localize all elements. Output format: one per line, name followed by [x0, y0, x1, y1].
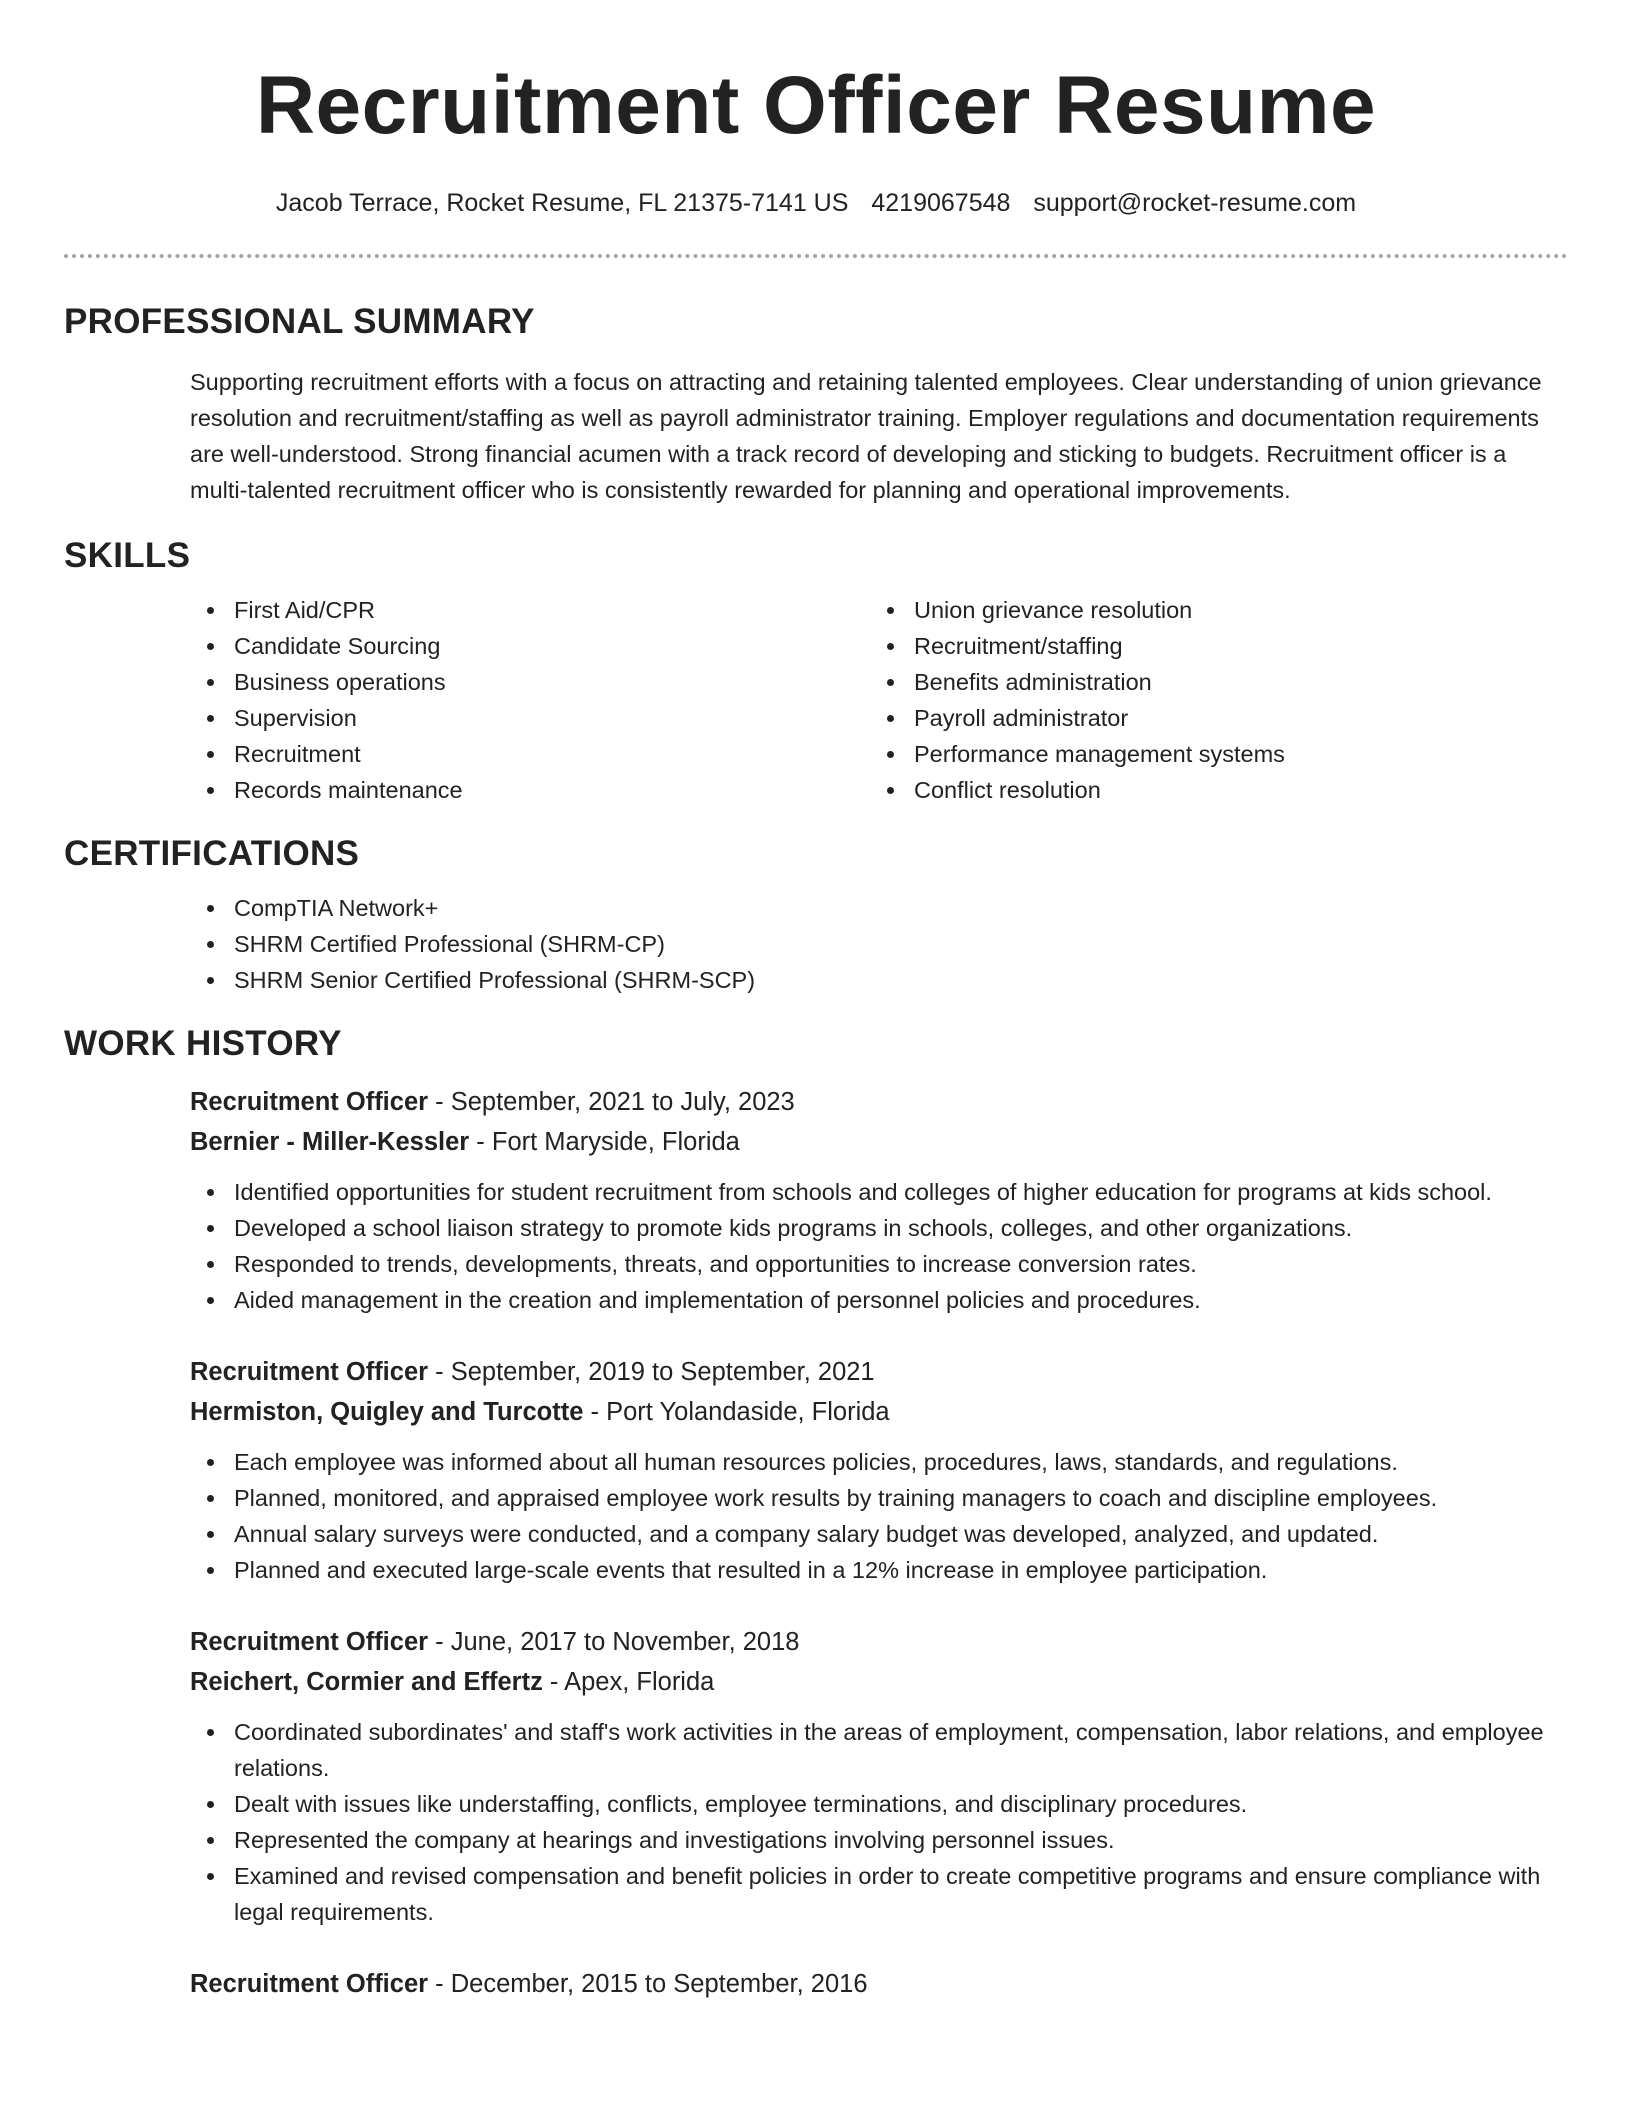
job-entry	[190, 1352, 1568, 1588]
certification-item: CompTIA Network+	[190, 890, 1568, 926]
skill-item: Union grievance resolution	[870, 592, 1550, 628]
skill-item: Business operations	[190, 664, 870, 700]
skills-list-right	[870, 592, 1550, 808]
contact-email: support@rocket-resume.com	[1033, 189, 1357, 217]
skill-item: Supervision	[190, 700, 870, 736]
job-duties	[190, 1714, 1568, 1930]
skill-item: Records maintenance	[190, 772, 870, 808]
work-history-section	[64, 1022, 1568, 2004]
skill-item: Conflict resolution	[870, 772, 1550, 808]
job-duty: Identified opportunities for student recruitment from schools and colleges of higher education for programs at kids school.	[190, 1174, 1568, 1210]
skills-list-left	[190, 592, 870, 808]
job-duty: Each employee was informed about all human resources policies, procedures, laws, standards, and regulations.	[190, 1444, 1568, 1480]
skill-item: Benefits administration	[870, 664, 1550, 700]
job-duty: Planned, monitored, and appraised employee work results by training managers to coach and discipline employees.	[190, 1480, 1568, 1516]
job-dates: - September, 2021 to July, 2023	[428, 1088, 795, 1116]
header-divider	[64, 254, 1568, 258]
job-company-line	[190, 1662, 1568, 1702]
certification-item: SHRM Certified Professional (SHRM-CP)	[190, 926, 1568, 962]
summary-section	[64, 300, 1568, 508]
job-duty: Responded to trends, developments, threats, and opportunities to increase conversion rates.	[190, 1246, 1568, 1282]
certifications-section	[64, 832, 1568, 998]
contact-phone: 4219067548	[871, 189, 1011, 217]
skill-item: Performance management systems	[870, 736, 1550, 772]
contact-line	[64, 186, 1568, 220]
job-duty: Dealt with issues like understaffing, conflicts, employee terminations, and disciplinary procedures.	[190, 1786, 1568, 1822]
certification-item: SHRM Senior Certified Professional (SHRM-SCP)	[190, 962, 1568, 998]
skill-item: First Aid/CPR	[190, 592, 870, 628]
skills-section	[64, 534, 1568, 808]
job-company-line	[190, 1122, 1568, 1162]
job-title: Recruitment Officer	[190, 1628, 429, 1656]
summary-heading: PROFESSIONAL SUMMARY	[64, 302, 535, 341]
job-duty: Developed a school liaison strategy to promote kids programs in schools, colleges, and other organizations.	[190, 1210, 1568, 1246]
job-title: Recruitment Officer	[190, 1358, 429, 1386]
skill-item: Payroll administrator	[870, 700, 1550, 736]
job-title-line	[190, 1964, 1568, 2004]
skills-heading: SKILLS	[64, 536, 191, 575]
certifications-heading: CERTIFICATIONS	[64, 834, 360, 873]
job-entry	[190, 1964, 1568, 2004]
job-company: Bernier - Miller-Kessler	[190, 1128, 470, 1156]
job-location: - Apex, Florida	[542, 1668, 715, 1696]
job-entry	[190, 1082, 1568, 1318]
skill-item: Recruitment/staffing	[870, 628, 1550, 664]
job-dates: - September, 2019 to September, 2021	[428, 1358, 875, 1386]
summary-text: Supporting recruitment efforts with a focus on attracting and retaining talented employees. Clear understanding of union grievance resolution and recruitment/staffing as well as payroll administrator training. Employer regulations and documentation requirements are well-understood. Strong financial acumen with a track record of developing and sticking to budgets. Recruitment officer is a multi-talented recruitment officer who is consistently rewarded for planning and operational improvements.	[190, 369, 1542, 503]
job-duties	[190, 1444, 1568, 1588]
work-history-heading: WORK HISTORY	[64, 1024, 342, 1063]
job-title-line	[190, 1352, 1568, 1392]
job-title: Recruitment Officer	[190, 1088, 429, 1116]
job-duty: Aided management in the creation and implementation of personnel policies and procedures.	[190, 1282, 1568, 1318]
job-entry	[190, 1622, 1568, 1930]
job-duty: Examined and revised compensation and benefit policies in order to create competitive programs and ensure compliance with legal requirements.	[190, 1858, 1568, 1930]
job-title: Recruitment Officer	[190, 1970, 429, 1998]
job-company: Reichert, Cormier and Effertz	[190, 1668, 543, 1696]
skill-item: Recruitment	[190, 736, 870, 772]
job-dates: - June, 2017 to November, 2018	[428, 1628, 800, 1656]
job-duties	[190, 1174, 1568, 1318]
job-company-line	[190, 1392, 1568, 1432]
job-location: - Fort Maryside, Florida	[469, 1128, 740, 1156]
job-company: Hermiston, Quigley and Turcotte	[190, 1398, 584, 1426]
contact-address: Jacob Terrace, Rocket Resume, FL 21375-7141 US	[275, 189, 849, 217]
job-duty: Planned and executed large-scale events that resulted in a 12% increase in employee participation.	[190, 1552, 1568, 1588]
certifications-list	[190, 890, 1568, 998]
resume-title: Recruitment Officer Resume	[255, 60, 1377, 151]
job-duty: Annual salary surveys were conducted, and a company salary budget was developed, analyzed, and updated.	[190, 1516, 1568, 1552]
skill-item: Candidate Sourcing	[190, 628, 870, 664]
job-title-line	[190, 1082, 1568, 1122]
job-title-line	[190, 1622, 1568, 1662]
job-duty: Coordinated subordinates' and staff's work activities in the areas of employment, compensation, labor relations, and employee relations.	[190, 1714, 1568, 1786]
job-dates: - December, 2015 to September, 2016	[428, 1970, 868, 1998]
job-duty: Represented the company at hearings and investigations involving personnel issues.	[190, 1822, 1568, 1858]
job-location: - Port Yolandaside, Florida	[583, 1398, 890, 1426]
